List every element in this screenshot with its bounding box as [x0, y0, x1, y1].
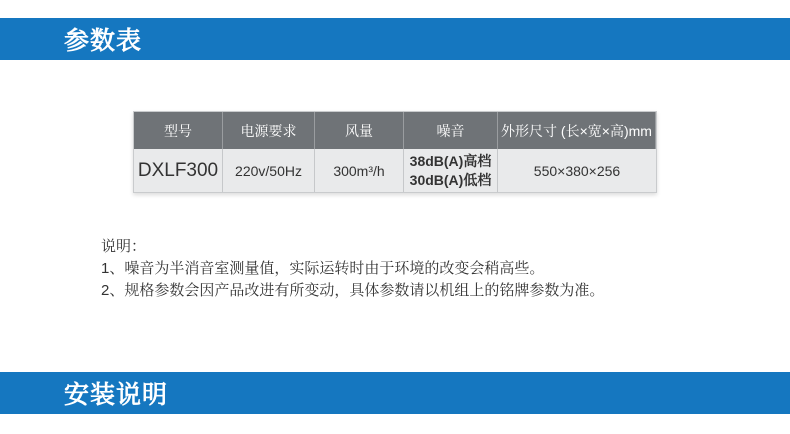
spec-table	[133, 111, 657, 193]
col-header-dimensions: 外形尺寸 (长×宽×高)mm	[498, 112, 656, 149]
col-header-power: 电源要求	[223, 112, 315, 149]
cell-noise	[404, 149, 498, 192]
notes-title: 说明：	[101, 238, 147, 255]
note-item-1: 1、噪音为半消音室测量值，实际运转时由于环境的改变会稍高些。	[101, 260, 545, 277]
install-section-title: 安装说明	[64, 381, 169, 409]
note-item-2: 2、规格参数会因产品改进有所变动，具体参数请以机组上的铭牌参数为准。	[101, 282, 605, 299]
cell-noise-low: 30dB(A)低档	[409, 171, 492, 188]
params-section-bar	[0, 18, 790, 60]
params-section-title: 参数表	[64, 27, 143, 55]
col-header-model: 型号	[134, 112, 223, 149]
col-header-airflow: 风量	[315, 112, 404, 149]
cell-dimensions: 550×380×256	[498, 149, 656, 192]
cell-power: 220v/50Hz	[223, 149, 315, 192]
cell-airflow: 300m³/h	[315, 149, 404, 192]
col-header-noise: 噪音	[404, 112, 498, 149]
cell-model: DXLF300	[134, 149, 223, 192]
install-section-bar	[0, 372, 790, 414]
notes-block	[101, 236, 604, 302]
cell-noise-high: 38dB(A)高档	[409, 152, 492, 169]
